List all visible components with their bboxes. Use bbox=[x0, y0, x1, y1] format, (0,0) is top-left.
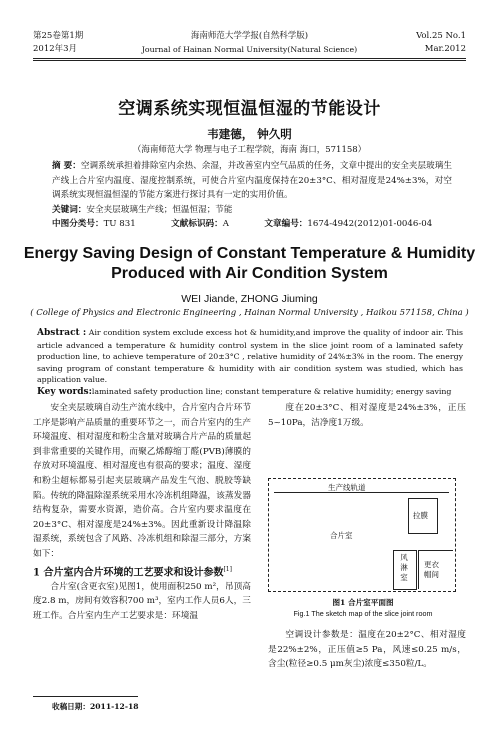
received-date: 收稿日期：2011-12-18 bbox=[52, 702, 139, 711]
right-paragraph-2: 空调设计参数是：温度在20±2°C、相对湿度是22%±2%，正压值≥5 Pa，风速≤0.25 m/s，含尘(粒径≥0.5 μm灰尘)浓度≤350粒/L。 bbox=[268, 630, 466, 670]
volume-issue-en: Vol.25 No.1 bbox=[416, 31, 466, 41]
abstract-cn bbox=[52, 159, 452, 203]
air-shower-label: 风淋室 bbox=[400, 553, 408, 582]
doc-code-value: A bbox=[222, 219, 229, 229]
dressing-room-label: 更衣帽间 bbox=[424, 560, 439, 579]
lamination-label: 拉膜 bbox=[413, 511, 428, 520]
paper-title-cn: 空调系统实现恒温恒湿的节能设计 bbox=[118, 99, 381, 119]
abstract-en-text: Air condition system exclude excess hot & humidity,and improve the quality of indoor air. This article advanced a temperature & humidity control system in the slice joint room of a laminated safety production line, to achieve temperature of 20±3°C , relative humidity of 24%±3% in the room. The energy saving program of constant temperature & humidity with air condition system was studied, which has application value. bbox=[37, 328, 463, 384]
keywords-cn bbox=[52, 203, 452, 218]
article-no-value: 1674-4942(2012)01-0046-04 bbox=[307, 219, 433, 229]
figure-1-floor-plan bbox=[268, 478, 458, 593]
keywords-en-text: laminated safety production line; constant temperature & relative humidity; energy saving bbox=[91, 386, 452, 396]
keywords-cn-text: 安全夹层玻璃生产线；恒温恒湿；节能 bbox=[86, 204, 233, 215]
intro-paragraph: 安全夹层玻璃自动生产流水线中，合片室内合片环节工序是影响产品质量的重要环节之一，而合片室内的生产环境温度、相对湿度和粉尘含量对玻璃合片产品的质量起到非常重要的关键作用，而聚乙烯醇缩丁醛(PVB)薄膜的存放对环境温度、相对湿度也有很高的要求；温度、湿度和粉尘超标都易引起夹层玻璃产品发生气泡、脱胶等缺陷。传统的降温除湿系统采用水冷冻机组降温，该蒸发器结构复杂，需要水资源，造价高。合片室内要求温度在20±3°C、相对湿度是24%±3%。因此重新设计降温除湿系统，系统包含了风路、冷冻机组和除湿三部分，方案如下： bbox=[33, 403, 251, 559]
section-1-title: 1 合片室内合片环境的工艺要求和设计参数 bbox=[33, 566, 224, 578]
section-1-citation: [1] bbox=[223, 565, 232, 573]
footnote-rule bbox=[33, 696, 138, 697]
authors-cn: 韦建德， 钟久明 bbox=[207, 127, 292, 141]
keywords-en bbox=[37, 386, 463, 399]
date-en: Mar.2012 bbox=[424, 44, 466, 54]
section-1-paragraph: 合片室(含更衣室)见图1，使用面积250 m²，吊顶高度2.8 m，房间有效容积700 m³，室内工作人员6人，三班工作。合片室内生产工艺要求是：环境温 bbox=[33, 581, 251, 622]
abstract-cn-block bbox=[52, 159, 452, 232]
abstract-en-block bbox=[37, 327, 463, 398]
affiliation-cn: （海南师范大学 物理与电子工程学院，海南 海口，571158） bbox=[132, 145, 367, 155]
authors-en: WEI Jiande, ZHONG Jiuming bbox=[181, 293, 318, 305]
abstract-en-label: Abstract : bbox=[37, 328, 87, 338]
date-cn: 2012年3月 bbox=[33, 44, 78, 54]
keywords-cn-label: 关键词： bbox=[52, 204, 87, 215]
abstract-cn-text: 空调系统承担着排除室内余热、余湿，并改善室内空气品质的任务，文章中提出的安全夹层玻璃生产线上合片室内温度、湿度控制系统，可使合片室内温度保持在20±3°C、相对湿度是24%±3%，对空调系统实现恒温恒湿的节能方案进行探讨具有一定的实用价值。 bbox=[52, 161, 452, 200]
doc-code-label: 文献标识码： bbox=[171, 219, 223, 229]
figure-1-caption-en: Fig.1 The sketch map of the slice joint room bbox=[293, 609, 433, 618]
abstract-en bbox=[37, 327, 463, 386]
room-label: 合片室 bbox=[330, 531, 353, 540]
journal-name-cn: 海南师范大学学报(自然科学版) bbox=[190, 31, 309, 41]
volume-issue-cn: 第25卷第1期 bbox=[33, 31, 84, 41]
clc-value: TU 831 bbox=[103, 219, 136, 229]
left-column bbox=[33, 401, 251, 624]
rail-label: 生产线轨道 bbox=[328, 483, 366, 492]
abstract-cn-label: 摘 要： bbox=[52, 161, 81, 171]
figure-1-caption-cn: 图1 合片室平面图 bbox=[332, 598, 394, 607]
right-column-top bbox=[268, 401, 466, 430]
paper-title-en-line2: Produced with Air Condition System bbox=[111, 265, 388, 282]
right-paragraph-1: 度在20±3°C、相对湿度是24%±3%，正压5~10Pa，洁净度1万级。 bbox=[268, 403, 466, 428]
header-rule bbox=[33, 58, 466, 59]
classification-line bbox=[52, 217, 452, 232]
header-rule-second bbox=[33, 60, 466, 61]
section-1-heading bbox=[33, 562, 251, 580]
affiliation-en: ( College of Physics and Electronic Engineering , Hainan Normal University , Haikou 571158, China ) bbox=[30, 308, 469, 318]
paper-title-en-line1: Energy Saving Design of Constant Temperature & Humidity bbox=[23, 245, 476, 262]
journal-name-en: Journal of Hainan Normal University(Natural Science) bbox=[141, 45, 358, 54]
keywords-en-label: Key words: bbox=[37, 386, 92, 397]
article-no-label: 文章编号： bbox=[264, 219, 308, 229]
clc-label: 中图分类号： bbox=[52, 219, 104, 229]
right-column-bottom bbox=[268, 628, 466, 672]
